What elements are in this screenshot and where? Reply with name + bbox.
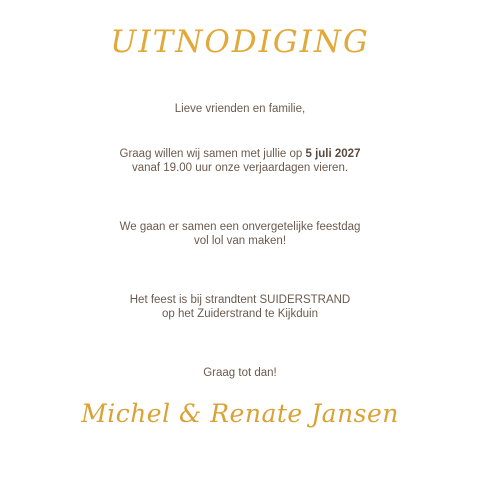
invitation-title: UITNODIGING [110, 24, 370, 60]
location-line-2: op het Zuiderstrand te Kijkduin [162, 308, 318, 320]
closing-text: Graag tot dan! [203, 367, 277, 379]
feast-line-2: vol lol van maken! [193, 235, 287, 247]
event-date: 5 juli 2027 [305, 148, 361, 160]
signature: Michel & Renate Jansen [81, 399, 399, 428]
time-line: vanaf 19.00 uur onze verjaardagen vieren. [131, 162, 349, 174]
date-line-prefix: Graag willen wij samen met jullie op [119, 148, 306, 160]
greeting-text: Lieve vrienden en familie, [174, 103, 306, 115]
location-line-1: Het feest is bij strandtent SUIDERSTRAND [129, 294, 351, 306]
feast-line-1: We gaan er samen een onvergetelijke feestdag [119, 221, 361, 233]
